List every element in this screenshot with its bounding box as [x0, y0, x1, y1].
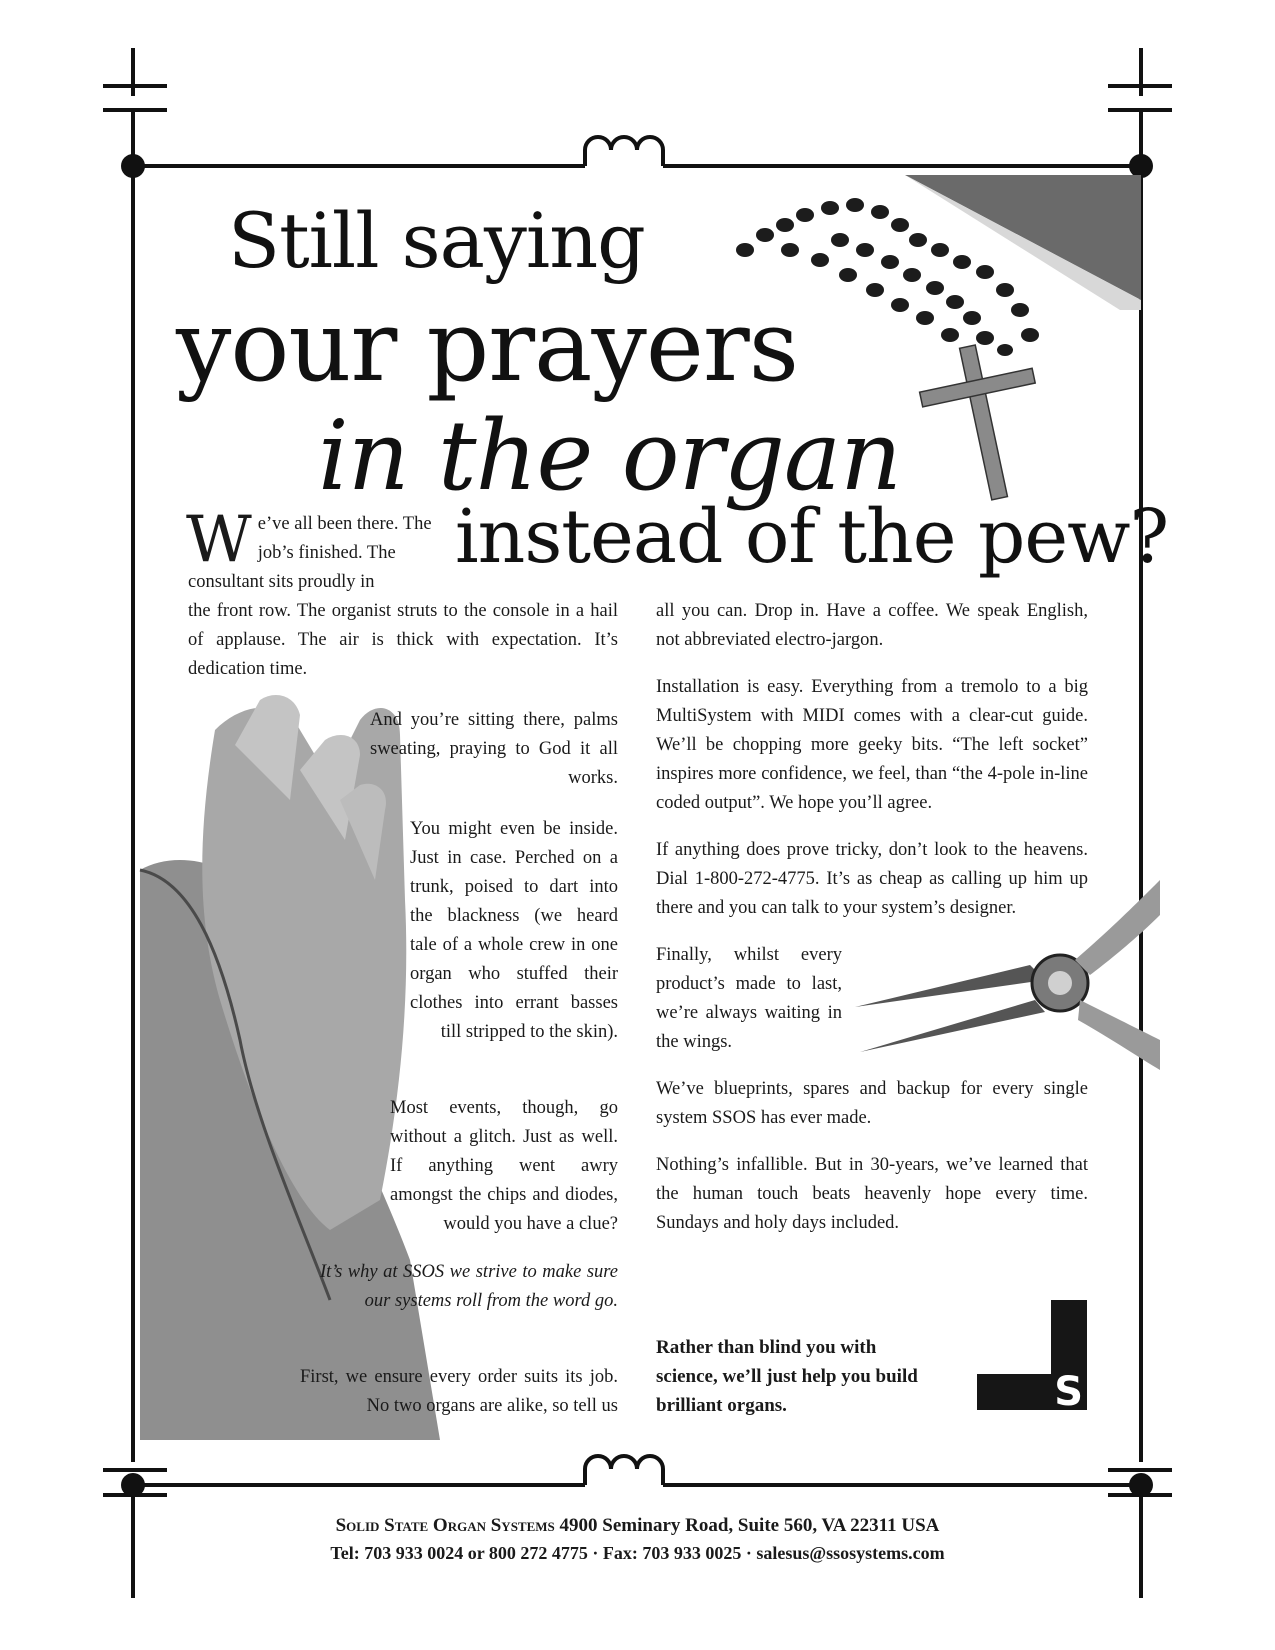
intro-continuation: the front row. The organist struts to the console in a hail of applause. The air is thick with expectation. It’s dedication time.: [188, 601, 618, 679]
headline-line-4: instead of the pew?: [455, 494, 1169, 580]
footer-address-line: [0, 1515, 1275, 1537]
body-paragraph-4: Most events, though, go without a glitch. Just as well. If anything went awry amongst the chips and diodes, would you have a clue?: [390, 1098, 618, 1234]
body-paragraph-6: First, we ensure every order suits its job. No two organs are alike, so tell us: [300, 1367, 618, 1416]
headline-line-2: your prayers: [176, 290, 798, 404]
logo-letter: S: [1054, 1369, 1083, 1415]
ssos-logo: [977, 1300, 1087, 1415]
tagline: Rather than blind you with science, we’ll just help you build brilliant organs.: [656, 1337, 918, 1416]
footer-company: Solid State Organ Systems: [335, 1515, 555, 1536]
right-paragraph-1: all you can. Drop in. Have a coffee. We speak English, not abbreviated electro-jargon.: [656, 601, 1088, 650]
intro-paragraph: [186, 503, 438, 597]
body-paragraph-3: You might even be inside. Just in case. Perched on a trunk, poised to dart into the blackness (we heard tale of a whole crew in one organ who stuffed their clothes into errant basses till stripped to the skin).: [410, 819, 618, 1042]
right-paragraph-2: Installation is easy. Everything from a tremolo to a big MultiSystem with MIDI comes with a clear-cut guide. We’ll be chopping more geeky bits. “The left socket” inspires more confidence, we feel, than “the 4-pole in-line coded output”. We hope you’ll agree.: [656, 677, 1088, 813]
body-paragraph-2: And you’re sitting there, palms sweating, praying to God it all works.: [370, 710, 618, 788]
drop-cap: W: [186, 503, 252, 577]
right-column: [656, 597, 1088, 1256]
intro-text: e’ve all been there. The job’s finished. The consultant sits proudly in: [188, 514, 432, 592]
body-paragraph-5: It’s why at SSOS we strive to make sure our systems roll from the word go.: [320, 1262, 618, 1311]
footer-contact: Tel: 703 933 0024 or 800 272 4775 · Fax: 703 933 0025 · salesus@ssosystems.com: [330, 1543, 945, 1563]
praying-hands-illustration: [140, 695, 440, 1440]
headline-line-1: Still saying: [228, 196, 645, 285]
footer-address: 4900 Seminary Road, Suite 560, VA 22311 USA: [559, 1515, 940, 1536]
right-paragraph-3: If anything does prove tricky, don’t look to the heavens. Dial 1-800-272-4775. It’s as cheap as calling up him up there and you can talk to your system’s designer.: [656, 840, 1088, 918]
right-paragraph-6: Nothing’s infallible. But in 30-years, we’ve learned that the human touch beats heavenly hope every time. Sundays and holy days included.: [656, 1155, 1088, 1233]
right-paragraph-4: Finally, whilst every product’s made to last, we’re always waiting in the wings.: [656, 945, 842, 1052]
right-paragraph-5: We’ve blueprints, spares and backup for every single system SSOS has ever made.: [656, 1079, 1088, 1128]
headline-line-3: in the organ: [318, 400, 901, 512]
